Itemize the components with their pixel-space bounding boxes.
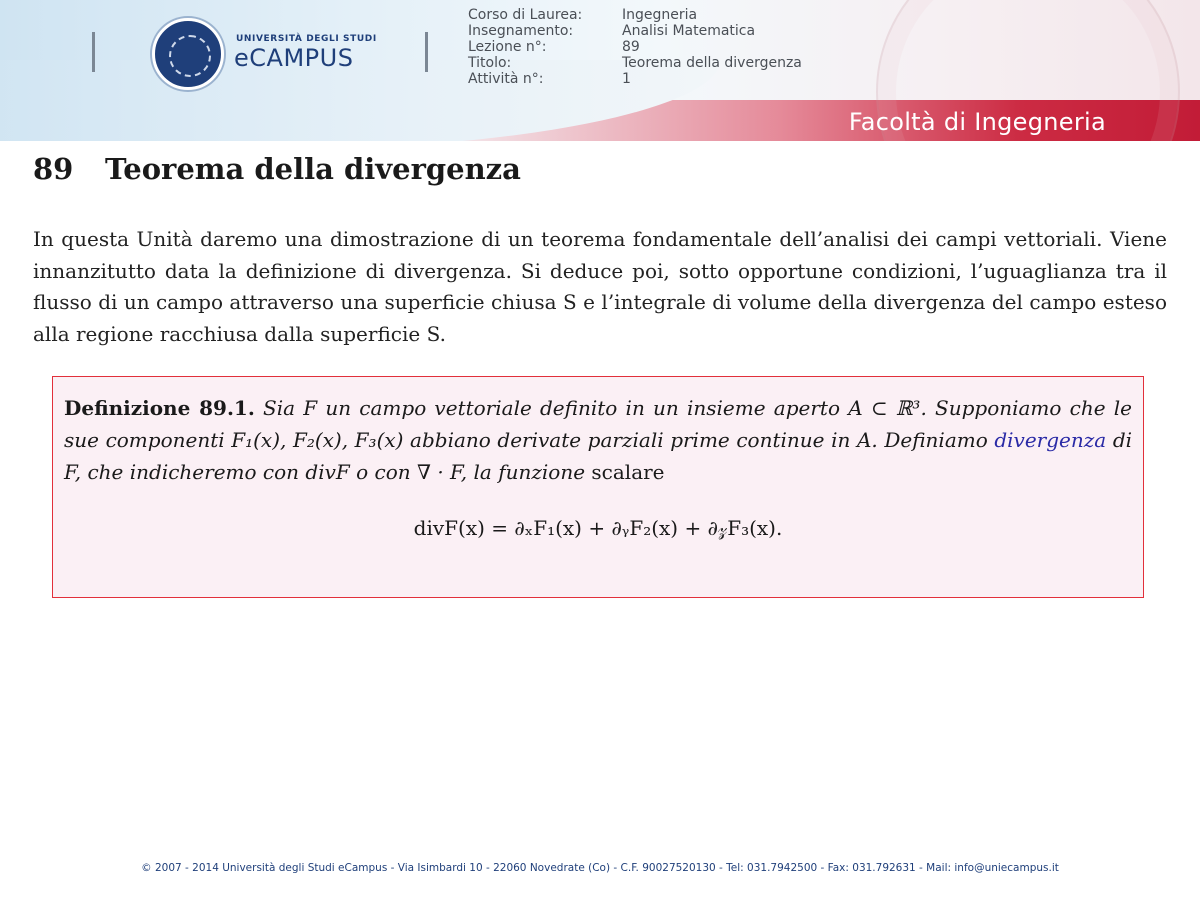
divergence-formula: divF(x) = ∂ₓF₁(x) + ∂ᵧF₂(x) + ∂𝓏F₃(x). xyxy=(413,516,783,540)
brand-logo: eCAMPUS xyxy=(234,44,354,72)
section-title-text: Teorema della divergenza xyxy=(105,152,521,186)
info-row-lesson xyxy=(468,39,802,55)
info-row-subject xyxy=(468,23,802,39)
info-value: 89 xyxy=(622,39,640,55)
info-row-title xyxy=(468,55,802,71)
info-key: Insegnamento: xyxy=(468,23,574,39)
university-emblem-icon xyxy=(152,18,224,90)
definition-text xyxy=(64,392,1132,488)
faculty-label: Facoltà di Ingegneria xyxy=(848,108,1106,136)
info-key: Lezione n°: xyxy=(468,39,547,55)
info-value: Ingegneria xyxy=(622,7,698,23)
info-key: Corso di Laurea: xyxy=(468,7,583,23)
info-value: 1 xyxy=(622,71,631,87)
info-value: Analisi Matematica xyxy=(622,23,756,39)
definition-box xyxy=(52,376,1144,598)
page-header xyxy=(0,0,1200,141)
definition-body-2: di F, che indicheremo con divF o con ∇ · F, la funzione xyxy=(64,428,1133,484)
definition-label: Definizione 89.1. xyxy=(64,396,255,420)
header-divider-left xyxy=(92,32,95,72)
info-row-course xyxy=(468,7,802,23)
info-value: Teorema della divergenza xyxy=(622,55,802,71)
info-key: Attività n°: xyxy=(468,71,544,87)
info-row-activity xyxy=(468,71,802,87)
section-title xyxy=(33,152,521,186)
definition-body-3: scalare xyxy=(591,460,665,484)
header-divider-right xyxy=(425,32,428,72)
intro-paragraph: In questa Unità daremo una dimostrazione di un teorema fondamentale dell’analisi dei campi vettoriali. Viene innanzitutto data la definizione di divergenza. Si deduce poi, sotto opportune condizioni, l’uguaglianza tra il flusso di un campo attraverso una superficie chiusa S e l’integrale di volume della divergenza del campo esteso alla regione racchiusa dalla superficie S. xyxy=(33,227,1167,346)
section-number: 89 xyxy=(33,152,74,186)
divergenza-link[interactable]: divergenza xyxy=(994,428,1107,452)
university-label: UNIVERSITÀ DEGLI STUDI xyxy=(236,34,377,44)
definition-body-1: Sia F un campo vettoriale definito in un insieme aperto A ⊂ ℝ³. Supponiamo che le sue componenti F₁(x), F₂(x), F₃(x) abbiano derivate parziali prime continue in A. Definiamo xyxy=(64,396,1133,452)
info-key: Titolo: xyxy=(468,55,512,71)
course-info xyxy=(468,7,802,87)
page-footer: © 2007 - 2014 Università degli Studi eCampus - Via Isimbardi 10 - 22060 Novedrate (Co) - C.F. 90027520130 - Tel: 031.7942500 - Fax: 031.792631 - Mail: info@uniecampus.it xyxy=(141,862,1059,874)
